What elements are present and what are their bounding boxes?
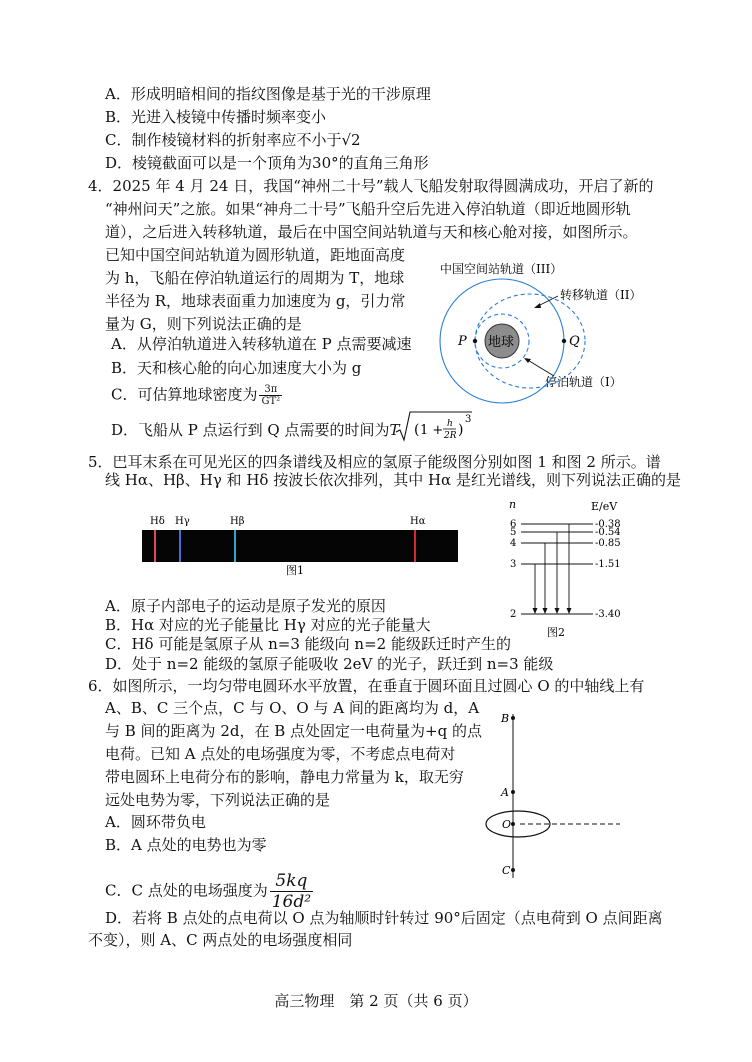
orbit-diagram (430, 255, 690, 415)
spectral-line-label: Hγ (175, 516, 190, 527)
energy-level-value: -0.85 (595, 538, 621, 549)
q4-option-c-text: C．可估算地球密度为 (111, 385, 258, 404)
point-a-label: A (501, 786, 509, 799)
q6-stem-line-1: 6．如图所示，一均匀带电圆环水平放置，在垂直于圆环面且过圆心 O 的中轴线上有 (88, 677, 645, 695)
point-o (511, 822, 515, 826)
spectral-line-label: Hβ (230, 516, 245, 527)
q4-d-numerator: h (447, 419, 453, 429)
q4-stem-line-6: 半径为 R，地球表面重力加速度为 g，引力常 (105, 292, 406, 310)
energy-level-n: 5 (510, 527, 517, 538)
energy-caption: 图2 (547, 626, 565, 639)
point-b-label: B (501, 712, 510, 725)
q4-stem-line-3: 道），之后进入转移轨道，最后在中国空间站轨道与天和核心舱对接，如图所示。 (105, 223, 638, 241)
q4-option-c (111, 384, 284, 407)
spectrum-figure (140, 508, 465, 576)
q4-d-one: 1 + (420, 423, 444, 438)
q4-option-d-text: D．飞船从 P 点运行到 Q 点需要的时间为 (111, 421, 390, 439)
point-c-label: C (502, 864, 511, 877)
q5-option-a: A．原子内部电子的运动是原子发光的原因 (105, 597, 386, 615)
q4-stem-line-4: 已知中国空间站轨道为圆形轨道，距地面高度 (105, 246, 406, 264)
q6-option-d-line-2: 不变），则 A、C 两点处的电场强度相同 (88, 931, 353, 949)
q4-c-numerator: 3π (259, 384, 282, 396)
q6-stem-line-3: 与 B 间的距离为 2d，在 B 点处固定一电荷量为+q 的点 (105, 722, 482, 740)
q4-option-b: B．天和核心舱的向心加速度大小为 g (111, 359, 362, 377)
q6-stem-line-2: A、B、C 三个点，C 与 O、O 与 A 间的距离均为 d，A (105, 699, 480, 717)
point-a (511, 790, 515, 794)
energy-level-n: 4 (510, 538, 517, 549)
q5-stem-line-1: 5．巴耳末系在可见光区的四条谱线及相应的氢原子能级图分别如图 1 和图 2 所示。谱 (88, 453, 661, 471)
q4-option-a: A．从停泊轨道进入转移轨道在 P 点需要减速 (111, 335, 412, 353)
q4-d-paren-open: ( (414, 422, 420, 438)
q4-d-paren-close: ) (458, 422, 464, 438)
q6-c-numerator: 5kq (270, 871, 313, 892)
q5-option-c: C．Hδ 可能是氢原子从 n=3 能级向 n=2 能级跃迁时产生的 (105, 635, 511, 653)
q6-option-d-line-1: D．若将 B 点处的点电荷以 O 点为轴顺时针转过 90°后固定（点电荷到 O 点间距离 (105, 909, 663, 927)
point-q (562, 339, 566, 343)
q6-stem-line-4: 电荷。已知 A 点处的电场强度为零，不考虑点电荷对 (105, 745, 456, 763)
spectrum-band (142, 530, 458, 562)
point-p-label: P (458, 334, 467, 349)
q3-option-a: A．形成明暗相间的指纹图像是基于光的干涉原理 (105, 85, 431, 103)
q6-stem-line-5: 带电圆环上电荷分布的影响，静电力常量为 k，取无穷 (105, 768, 464, 786)
spectral-line-label: Hα (410, 516, 426, 527)
q4-d-exponent: 3 (465, 414, 472, 425)
q6-option-a: A．圆环带负电 (105, 813, 206, 831)
q4-option-c-fraction (259, 384, 282, 407)
orbit-label-transfer: 转移轨道（II） (560, 288, 642, 302)
energy-level-diagram (505, 496, 635, 642)
q5-stem-line-2: 线 Hα、Hβ、Hγ 和 Hδ 按波长依次排列，其中 Hα 是红光谱线，则下列说法正确的是 (105, 471, 681, 489)
transition-arrowhead (543, 608, 548, 614)
q6-c-denominator: 16d² (271, 892, 312, 912)
point-c (511, 868, 515, 872)
q6-stem-line-6: 远处电势为零，下列说法正确的是 (105, 791, 331, 809)
q4-d-denominator: 2R (444, 431, 457, 441)
q4-option-d (111, 420, 400, 440)
energy-level-n: 3 (510, 559, 517, 570)
energy-level-value: -0.38 (595, 519, 621, 530)
earth-label: 地球 (488, 335, 515, 350)
q5-option-d: D．处于 n=2 能级的氢原子能吸收 2eV 的光子，跃迁到 n=3 能级 (105, 655, 554, 673)
q4-stem-line-7: 量为 G，则下列说法正确的是 (105, 315, 302, 333)
q6-option-c (105, 871, 315, 912)
energy-level-value: -1.51 (595, 559, 621, 570)
spectrum-caption: 图1 (286, 564, 304, 576)
q4-stem-line-5: 为 h，飞船在停泊轨道运行的周期为 T，地球 (105, 269, 405, 287)
q4-d-period: T (389, 421, 400, 439)
q5-option-b: B．Hα 对应的光子能量比 Hγ 对应的光子能量大 (105, 616, 431, 634)
q3-option-c-text: C．制作棱镜材料的折射率应不小于 (105, 131, 342, 149)
q3-option-d: D．棱镜截面可以是一个顶角为30°的直角三角形 (105, 154, 429, 172)
energy-level-value: -3.40 (595, 609, 621, 620)
point-b (511, 716, 515, 720)
q3-option-c (105, 130, 361, 150)
energy-level-n: 2 (510, 609, 517, 620)
q3-option-c-value: √2 (341, 131, 361, 149)
point-q-label: Q (569, 334, 580, 349)
transition-arrowhead (555, 608, 560, 614)
q6-option-c-text: C．C 点处的电场强度为 (105, 881, 268, 900)
transition-arrowhead (533, 608, 538, 614)
spectral-line-label: Hδ (150, 516, 165, 527)
q6-option-c-fraction (270, 871, 313, 912)
q3-option-b: B．光进入棱镜中传播时频率变小 (105, 108, 327, 126)
orbit-label-station: 中国空间站轨道（III） (440, 262, 563, 276)
charged-ring-diagram (478, 706, 638, 882)
level-e-header: E/eV (591, 500, 618, 513)
energy-level-n: 6 (510, 519, 517, 530)
q4-stem-line-2: “神州问天”之旅。如果“神舟二十号”飞船升空后先进入停泊轨道（即近地圆形轨 (105, 200, 631, 218)
q4-c-denominator: GT² (261, 396, 281, 407)
point-o-label: O (502, 818, 512, 831)
page-footer: 高三物理 第 2 页（共 6 页） (274, 992, 478, 1010)
q4-option-d-formula (394, 410, 474, 444)
energy-level-value: -0.54 (595, 527, 621, 538)
level-n-header: n (509, 498, 517, 511)
q4-stem-line-1: 4．2025 年 4 月 24 日，我国“神州二十号”载人飞船发射取得圆满成功，开启了新的 (88, 177, 654, 195)
orbit-label-parking: 停泊轨道（I） (545, 375, 622, 389)
q6-option-b: B．A 点处的电势也为零 (105, 836, 267, 854)
point-p (473, 339, 477, 343)
transition-arrowhead (567, 608, 572, 614)
